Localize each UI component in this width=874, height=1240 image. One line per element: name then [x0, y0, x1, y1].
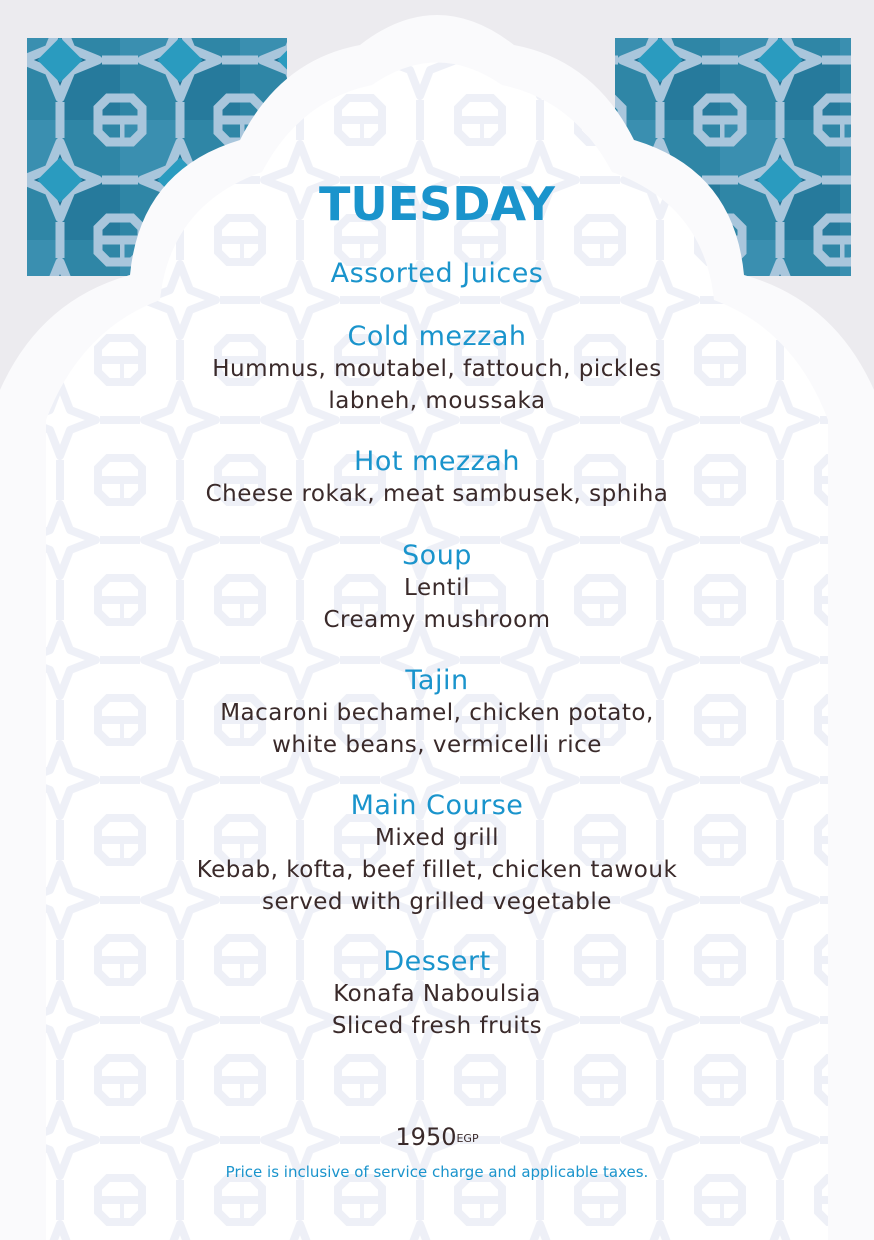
- menu-item: labneh, moussaka: [328, 388, 546, 414]
- menu-item: Konafa Naboulsia: [333, 981, 541, 1007]
- menu-item: Macaroni bechamel, chicken potato,: [220, 700, 654, 726]
- menu-section-tajin: [0, 665, 874, 761]
- price-currency: EGP: [456, 1132, 479, 1145]
- section-heading: Hot mezzah: [354, 446, 520, 477]
- menu-section-hot-mezzah: [0, 446, 874, 510]
- menu-item: Mixed grill: [375, 825, 499, 851]
- menu-section-dessert: [0, 946, 874, 1042]
- section-heading: Assorted Juices: [330, 258, 544, 289]
- section-heading: Cold mezzah: [347, 321, 527, 352]
- menu-item: Sliced fresh fruits: [331, 1013, 543, 1039]
- menu-item: Cheese rokak, meat sambusek, sphiha: [205, 481, 669, 507]
- menu-item: served with grilled vegetable: [262, 889, 612, 915]
- menu-day-title: TUESDAY: [319, 177, 555, 231]
- price-amount: 1950: [395, 1123, 457, 1151]
- section-heading: Tajin: [405, 665, 469, 696]
- menu-item: Creamy mushroom: [323, 607, 551, 633]
- menu-item: Lentil: [404, 575, 470, 601]
- section-heading: Main Course: [350, 790, 524, 821]
- menu-price: [0, 1120, 874, 1154]
- price-note: Price is inclusive of service charge and applicable taxes.: [225, 1163, 649, 1181]
- section-heading: Soup: [402, 540, 472, 571]
- menu-item: Kebab, kofta, beef fillet, chicken tawouk: [196, 857, 678, 883]
- menu-section-juices: [0, 258, 874, 290]
- menu-section-soup: [0, 540, 874, 636]
- menu-item: white beans, vermicelli rice: [272, 732, 602, 758]
- menu-section-main-course: [0, 790, 874, 918]
- menu-section-cold-mezzah: [0, 321, 874, 417]
- section-heading: Dessert: [383, 946, 491, 977]
- menu-item: Hummus, moutabel, fattouch, pickles: [212, 356, 662, 382]
